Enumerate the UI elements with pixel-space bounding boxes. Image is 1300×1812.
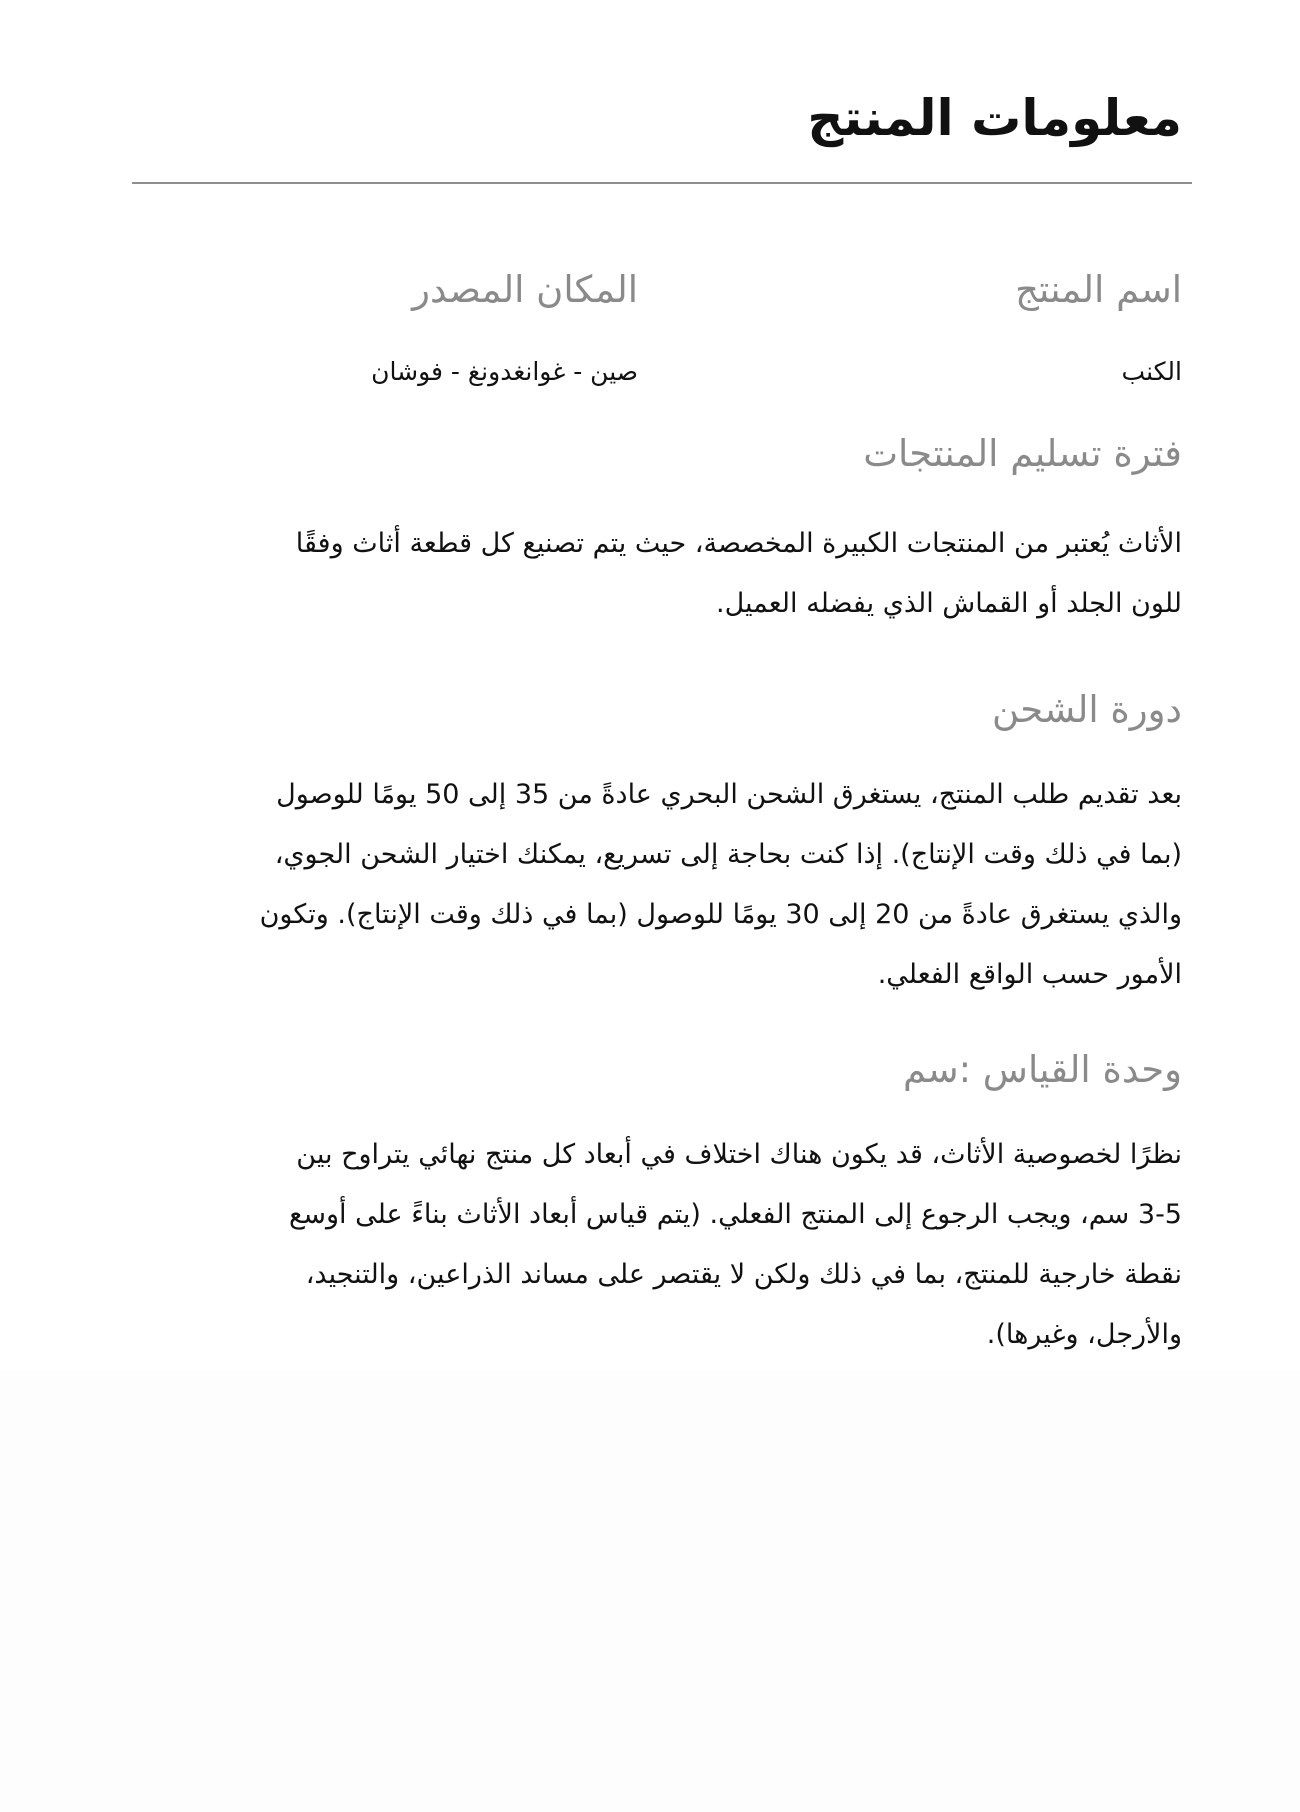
shipping-line: (بما في ذلك وقت الإنتاج). إذا كنت بحاجة إلى تسريع، يمكنك اختيار الشحن الجوي، [274, 839, 1182, 870]
shipping-paragraph [260, 765, 1182, 1005]
product-name-value: الكنب [1121, 357, 1182, 386]
shipping-heading: دورة الشحن [992, 688, 1182, 731]
unit-paragraph [289, 1125, 1182, 1365]
unit-line: نظرًا لخصوصية الأثاث، قد يكون هناك اختلاف في أبعاد كل منتج نهائي يتراوح بين [296, 1139, 1182, 1170]
title-divider [132, 182, 1192, 184]
delivery-paragraph [296, 514, 1182, 634]
delivery-line: الأثاث يُعتبر من المنتجات الكبيرة المخصصة، حيث يتم تصنيع كل قطعة أثاث وفقًا [295, 528, 1182, 559]
shipping-line: الأمور حسب الواقع الفعلي. [877, 959, 1182, 990]
unit-heading: وحدة القياس :سم [902, 1048, 1182, 1091]
origin-label: المكان المصدر [412, 268, 638, 311]
product-name-label: اسم المنتج [1015, 268, 1182, 311]
shipping-line: والذي يستغرق عادةً من 20 إلى 30 يومًا للوصول (بما في ذلك وقت الإنتاج). وتكون [259, 899, 1182, 930]
blank-bottom-area [0, 1370, 1300, 1812]
shipping-line: بعد تقديم طلب المنتج، يستغرق الشحن البحري عادةً من 35 إلى 50 يومًا للوصول [276, 779, 1182, 810]
delivery-line: للون الجلد أو القماش الذي يفضله العميل. [715, 588, 1182, 619]
delivery-heading: فترة تسليم المنتجات [863, 432, 1182, 475]
unit-line: والأرجل، وغيرها). [986, 1319, 1182, 1350]
page-title: معلومات المنتج [807, 89, 1182, 147]
unit-line: نقطة خارجية للمنتج، بما في ذلك ولكن لا يقتصر على مساند الذراعين، والتنجيد، [305, 1259, 1182, 1290]
origin-value: صين - غوانغدونغ - فوشان [371, 357, 638, 386]
unit-line: 3-5 سم، ويجب الرجوع إلى المنتج الفعلي. (يتم قياس أبعاد الأثاث بناءً على أوسع [288, 1199, 1182, 1230]
